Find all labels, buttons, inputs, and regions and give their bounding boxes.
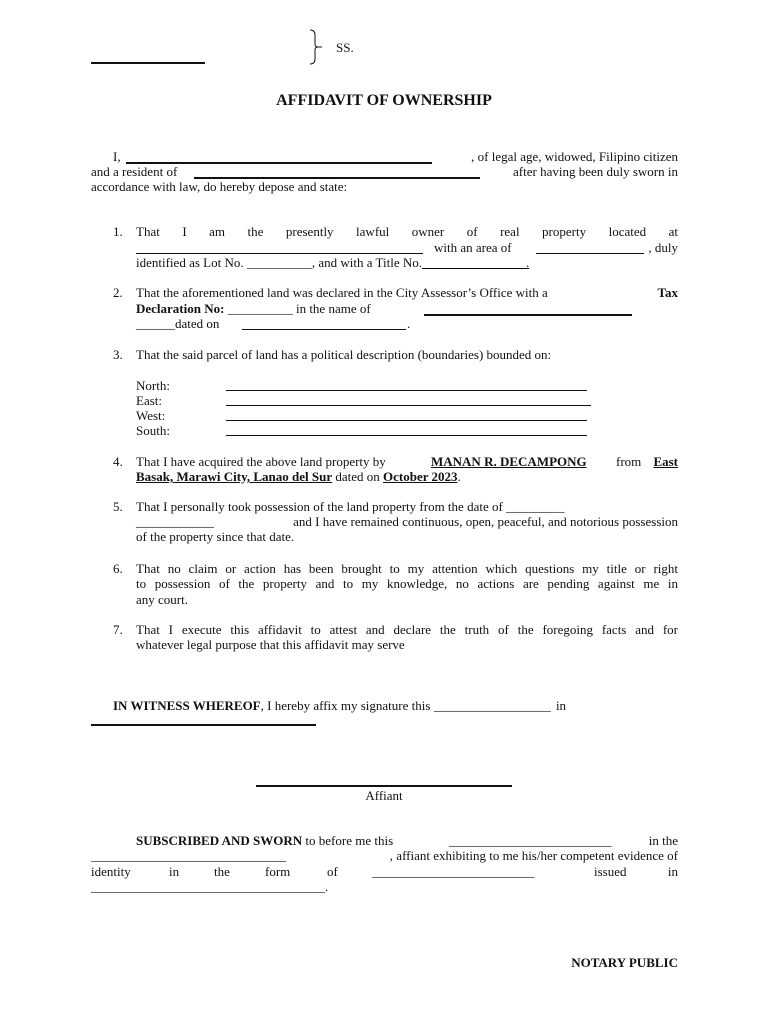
item6-line3: any court. [136, 592, 188, 607]
venue-mark: SS. [336, 40, 354, 55]
list-item-7 [0, 622, 768, 656]
evidence-form-blank[interactable]: _________________________ [372, 864, 535, 879]
declaration-date-blank[interactable] [242, 329, 406, 330]
seller-place-1: East [653, 454, 678, 469]
jurat-word: the [214, 864, 230, 879]
item6-line2: to possession of the property and to my knowledge, no actions are pending against me in [136, 576, 678, 591]
intro-line2-end: after having been duly sworn in [513, 164, 678, 179]
item4-from: from [616, 454, 642, 469]
seller-name: MANAN R. DECAMPONG [431, 454, 587, 469]
venue-bracket [309, 29, 319, 63]
title-number-blank[interactable]: ________________. [421, 255, 530, 270]
page-title: AFFIDAVIT OF OWNERSHIP [276, 92, 492, 109]
item1-area-label: with an area of [434, 240, 512, 255]
item5-line2: and I have remained continuous, open, peaceful, and notorious possession [293, 514, 678, 529]
item5-line3: of the property since that date. [136, 529, 295, 544]
item-number: 7. [113, 622, 123, 637]
jurat-line2: , affiant exhibiting to me his/her competent evidence of [389, 848, 678, 863]
jurat-bold: SUBSCRIBED AND SWORN [136, 833, 303, 848]
boundary-west-blank[interactable] [226, 420, 587, 421]
intro-paragraph [91, 149, 678, 197]
possession-date-blank[interactable]: ____________ [136, 514, 214, 529]
item7-line1: That I execute this affidavit to attest and declare the truth of the foregoing facts and for [136, 622, 678, 637]
boundary-south-blank[interactable] [226, 435, 587, 436]
item6-line1: That no claim or action has been brought to my attention which questions my title or right [136, 561, 678, 576]
item2-in-name: __________ in the name of [227, 301, 371, 316]
boundary-east-blank[interactable] [226, 405, 591, 406]
item2-tax: Tax [657, 285, 678, 300]
area-blank[interactable] [536, 253, 644, 254]
item-number: 6. [113, 561, 123, 576]
item-number: 3. [113, 347, 123, 362]
boundary-north-blank[interactable] [226, 390, 587, 391]
item3-line1: That the said parcel of land has a political description (boundaries) bounded on: [136, 347, 552, 362]
notary-public-label: NOTARY PUBLIC [571, 955, 678, 970]
item2-blank-start[interactable]: ______ [136, 316, 175, 331]
item2-line1: That the aforementioned land was declared in the City Assessor’s Office with a [136, 285, 548, 300]
item4-acquired: That I have acquired the above land property by [136, 454, 386, 469]
signature-date-blank[interactable]: __________________ [433, 698, 551, 713]
item5-line1: That I personally took possession of the land property from the date of _________ [136, 499, 565, 514]
boundary-north-label: North: [136, 378, 170, 393]
location-blank[interactable] [136, 253, 423, 254]
intro-line3: accordance with law, do hereby depose and state: [91, 179, 348, 194]
list-item-1 [0, 224, 768, 274]
item2-dated-on: dated on [175, 316, 220, 331]
item-number: 2. [113, 285, 123, 300]
intro-line1-end: , of legal age, widowed, Filipino citizen [471, 149, 678, 164]
affiant-signature-line[interactable] [256, 785, 512, 787]
item1-lot-title: identified as Lot No. __________, and with a Title No. [136, 255, 422, 270]
jurat-in-the: in the [648, 833, 678, 848]
item1-duly: , duly [648, 240, 678, 255]
intro-resident: and a resident of [91, 164, 178, 179]
list-item-4 [0, 454, 768, 488]
venue-blank-line [91, 62, 205, 64]
witness-bold: IN WITNESS WHEREOF [113, 698, 261, 713]
item2-period: . [407, 316, 411, 331]
jurat-word: of [327, 864, 338, 879]
witness-in: in [555, 698, 567, 713]
jurat-word: in [169, 864, 180, 879]
jurat-word: identity [91, 864, 131, 879]
jurat-paragraph [91, 833, 678, 895]
issued-place-blank[interactable]: ____________________________________. [91, 879, 329, 894]
item4-period: . [457, 469, 461, 484]
boundary-east-label: East: [136, 393, 162, 408]
jurat-word: in [667, 864, 678, 879]
affiant-label: Affiant [365, 788, 403, 803]
jurat-word: issued [594, 864, 627, 879]
jurat-place-blank[interactable]: ______________________________ [91, 848, 286, 863]
item2-tax-declaration: Declaration No: [136, 301, 225, 316]
jurat-word: form [265, 864, 291, 879]
item7-line2: whatever legal purpose that this affidavit may serve [136, 637, 405, 652]
intro-i: I, [113, 149, 121, 164]
item-number: 5. [113, 499, 123, 514]
jurat-line1a: to before me this [305, 833, 394, 848]
item-number: 1. [113, 224, 123, 239]
list-item-2 [0, 285, 768, 335]
item4-dated-on: dated on [335, 469, 380, 484]
list-item-3 [0, 347, 768, 442]
witness-text: , I hereby affix my signature this [260, 698, 431, 713]
list-item-6 [0, 561, 768, 611]
acquisition-date: October 2023 [383, 469, 458, 484]
item-number: 4. [113, 454, 123, 469]
witness-clause [113, 698, 566, 714]
boundary-south-label: South: [136, 423, 170, 438]
item1-line1: That I am the presently lawful owner of real property located at [136, 224, 678, 239]
signature-place-blank[interactable] [91, 724, 316, 726]
list-item-5 [0, 499, 768, 549]
seller-place-2: Basak, Marawi City, Lanao del Sur [136, 469, 333, 484]
jurat-date-blank[interactable]: _________________________ [449, 833, 612, 848]
boundary-west-label: West: [136, 408, 166, 423]
